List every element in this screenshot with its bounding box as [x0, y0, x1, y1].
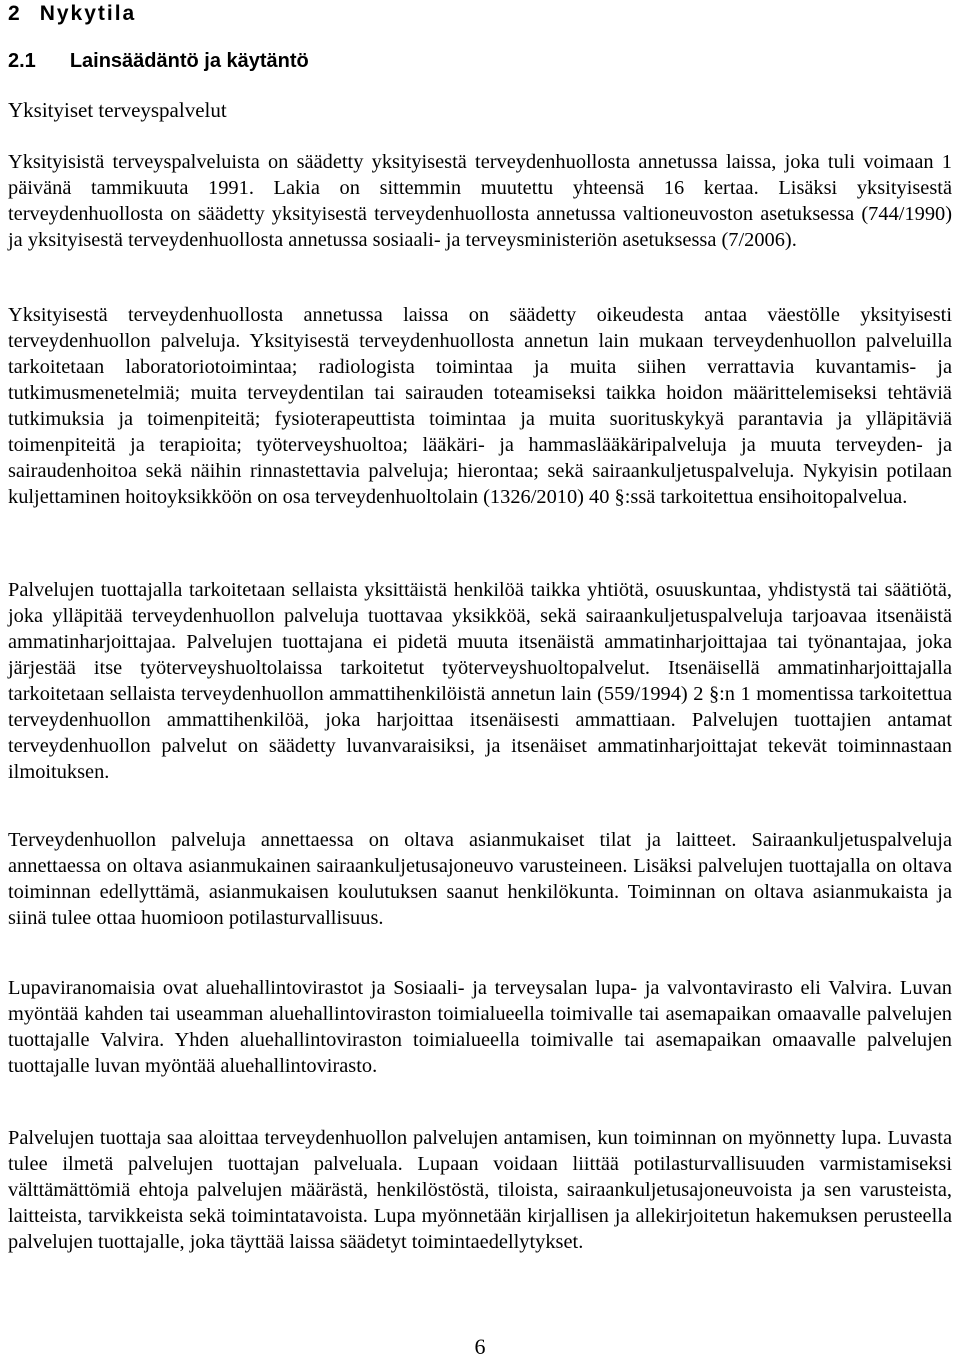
chapter-number: 2 — [8, 2, 20, 25]
chapter-heading — [8, 2, 136, 26]
section-title: Lainsäädäntö ja käytäntö — [69, 50, 309, 72]
section-number: 2.1 — [8, 50, 36, 72]
page-number: 6 — [474, 1334, 486, 1359]
paragraph-2: Yksityisestä terveydenhuollosta annetussa laissa on säädetty oikeudesta antaa väestölle yksityisesti terveydenhuollon palveluja. Yksityisestä terveydenhuollosta annetun lain mukaan terveydenhuollon palveluilla tarkoitetaan laboratoriotoimintaa; radiologista toimintaa ja muita siihen verrattavia kuvantamis- ja tutkimusmenetelmiä; muita terveydentilan tai sairauden toteamiseksi taikka hoidon määrittelemiseksi tehtäviä tutkimuksia ja toimenpiteitä; fysioterapeuttista toimintaa ja muita suorituskykyä parantavia ja ylläpitäviä toimenpiteitä ja terapioita; työterveyshuoltoa; lääkäri- ja hammaslääkäripalveluja ja muuta terveyden- ja sairaudenhoitoa sekä näihin rinnastettavia palveluja; hierontaa; sekä sairaankuljetuspalveluja. Nykyisin potilaan kuljettaminen hoitoyksikköön on osa terveydenhuoltolain (1326/2010) 40 §:ssä tarkoitettua ensihoitopalvelua. — [8, 304, 952, 508]
chapter-title: Nykytila — [39, 2, 137, 25]
paragraph-1: Yksityisistä terveyspalveluista on säädetty yksityisestä terveydenhuollosta annetussa laissa, joka tuli voimaan 1 päivänä tammikuuta 1991. Lakia on sittemmin muutettu yhteensä 16 kertaa. Lisäksi yksityisestä terveydenhuollosta on säädetty yksityisestä terveydenhuollosta annetussa valtioneuvoston asetuksessa (744/1990) ja yksityisestä terveydenhuollosta annetussa sosiaali- ja terveysministeriön asetuksessa (7/2006). — [8, 151, 952, 251]
paragraph-3: Palvelujen tuottajalla tarkoitetaan sellaista yksittäistä henkilöä taikka yhtiötä, osuuskuntaa, yhdistystä tai säätiötä, joka ylläpitää terveydenhuollon palveluja tuottavaa yksikköä, sekä sairaankuljetuspalveluja tarjoavaa itsenäistä ammatinharjoittajaa. Palvelujen tuottajana ei pidetä muuta itsenäistä ammatinharjoittajaa tai työnantajaa, joka järjestää itse työterveyshuoltolaissa tarkoitetut työterveyshuoltopalvelut. Itsenäisellä ammatinharjoittajalla tarkoitetaan sellaista terveydenhuollon ammattihenkilöistä annetun lain (559/1994) 2 §:n 1 momentissa tarkoitettua terveydenhuollon ammattihenkilöä, joka harjoittaa itsenäisesti ammattiaan. Palvelujen tuottajien antamat terveydenhuollon palvelut on säädetty luvanvaraisiksi, ja itsenäiset ammatinharjoittajat tekevät toiminnastaan ilmoituksen. — [8, 579, 952, 783]
paragraph-5: Lupaviranomaisia ovat aluehallintovirastot ja Sosiaali- ja terveysalan lupa- ja valvontavirasto eli Valvira. Luvan myöntää kahden tai useamman aluehallintoviraston toimialueella toimivalle tai asemapaikan omaavalle palvelujen tuottajalle Valvira. Yhden aluehallintoviraston toimialueella toimivalle tai asemapaikan omaavalle palvelujen tuottajalle luvan myöntää aluehallintovirasto. — [8, 977, 952, 1077]
section-heading — [8, 50, 309, 73]
paragraph-6: Palvelujen tuottaja saa aloittaa terveydenhuollon palvelujen antamisen, kun toiminnan on myönnetty lupa. Luvasta tulee ilmetä palvelujen tuottajan palveluala. Lupaan voidaan liittää potilasturvallisuuden varmistamiseksi välttämättömiä ehtoja palvelujen määrästä, henkilöstöstä, tiloista, sairaankuljetusajoneuvoista ja sen varusteista, laitteista, tarvikkeista sekä toimintatavoista. Lupa myönnetään kirjallisen ja allekirjoitetun hakemuksen perusteella palvelujen tuottajalle, joka täyttää laissa säädetyt toimintaedellytykset. — [8, 1127, 952, 1253]
paragraph-4: Terveydenhuollon palveluja annettaessa on oltava asianmukaiset tilat ja laitteet. Sairaankuljetuspalveluja annettaessa on oltava asianmukainen sairaankuljetusajoneuvo varusteineen. Lisäksi palvelujen tuottajalla on oltava toiminnan edellyttämä, asianmukaisen koulutuksen saanut henkilökunta. Toiminnan on oltava asianmukaista ja siinä tulee ottaa huomioon potilasturvallisuus. — [8, 829, 952, 929]
subsection-heading: Yksityiset terveyspalvelut — [8, 98, 227, 122]
